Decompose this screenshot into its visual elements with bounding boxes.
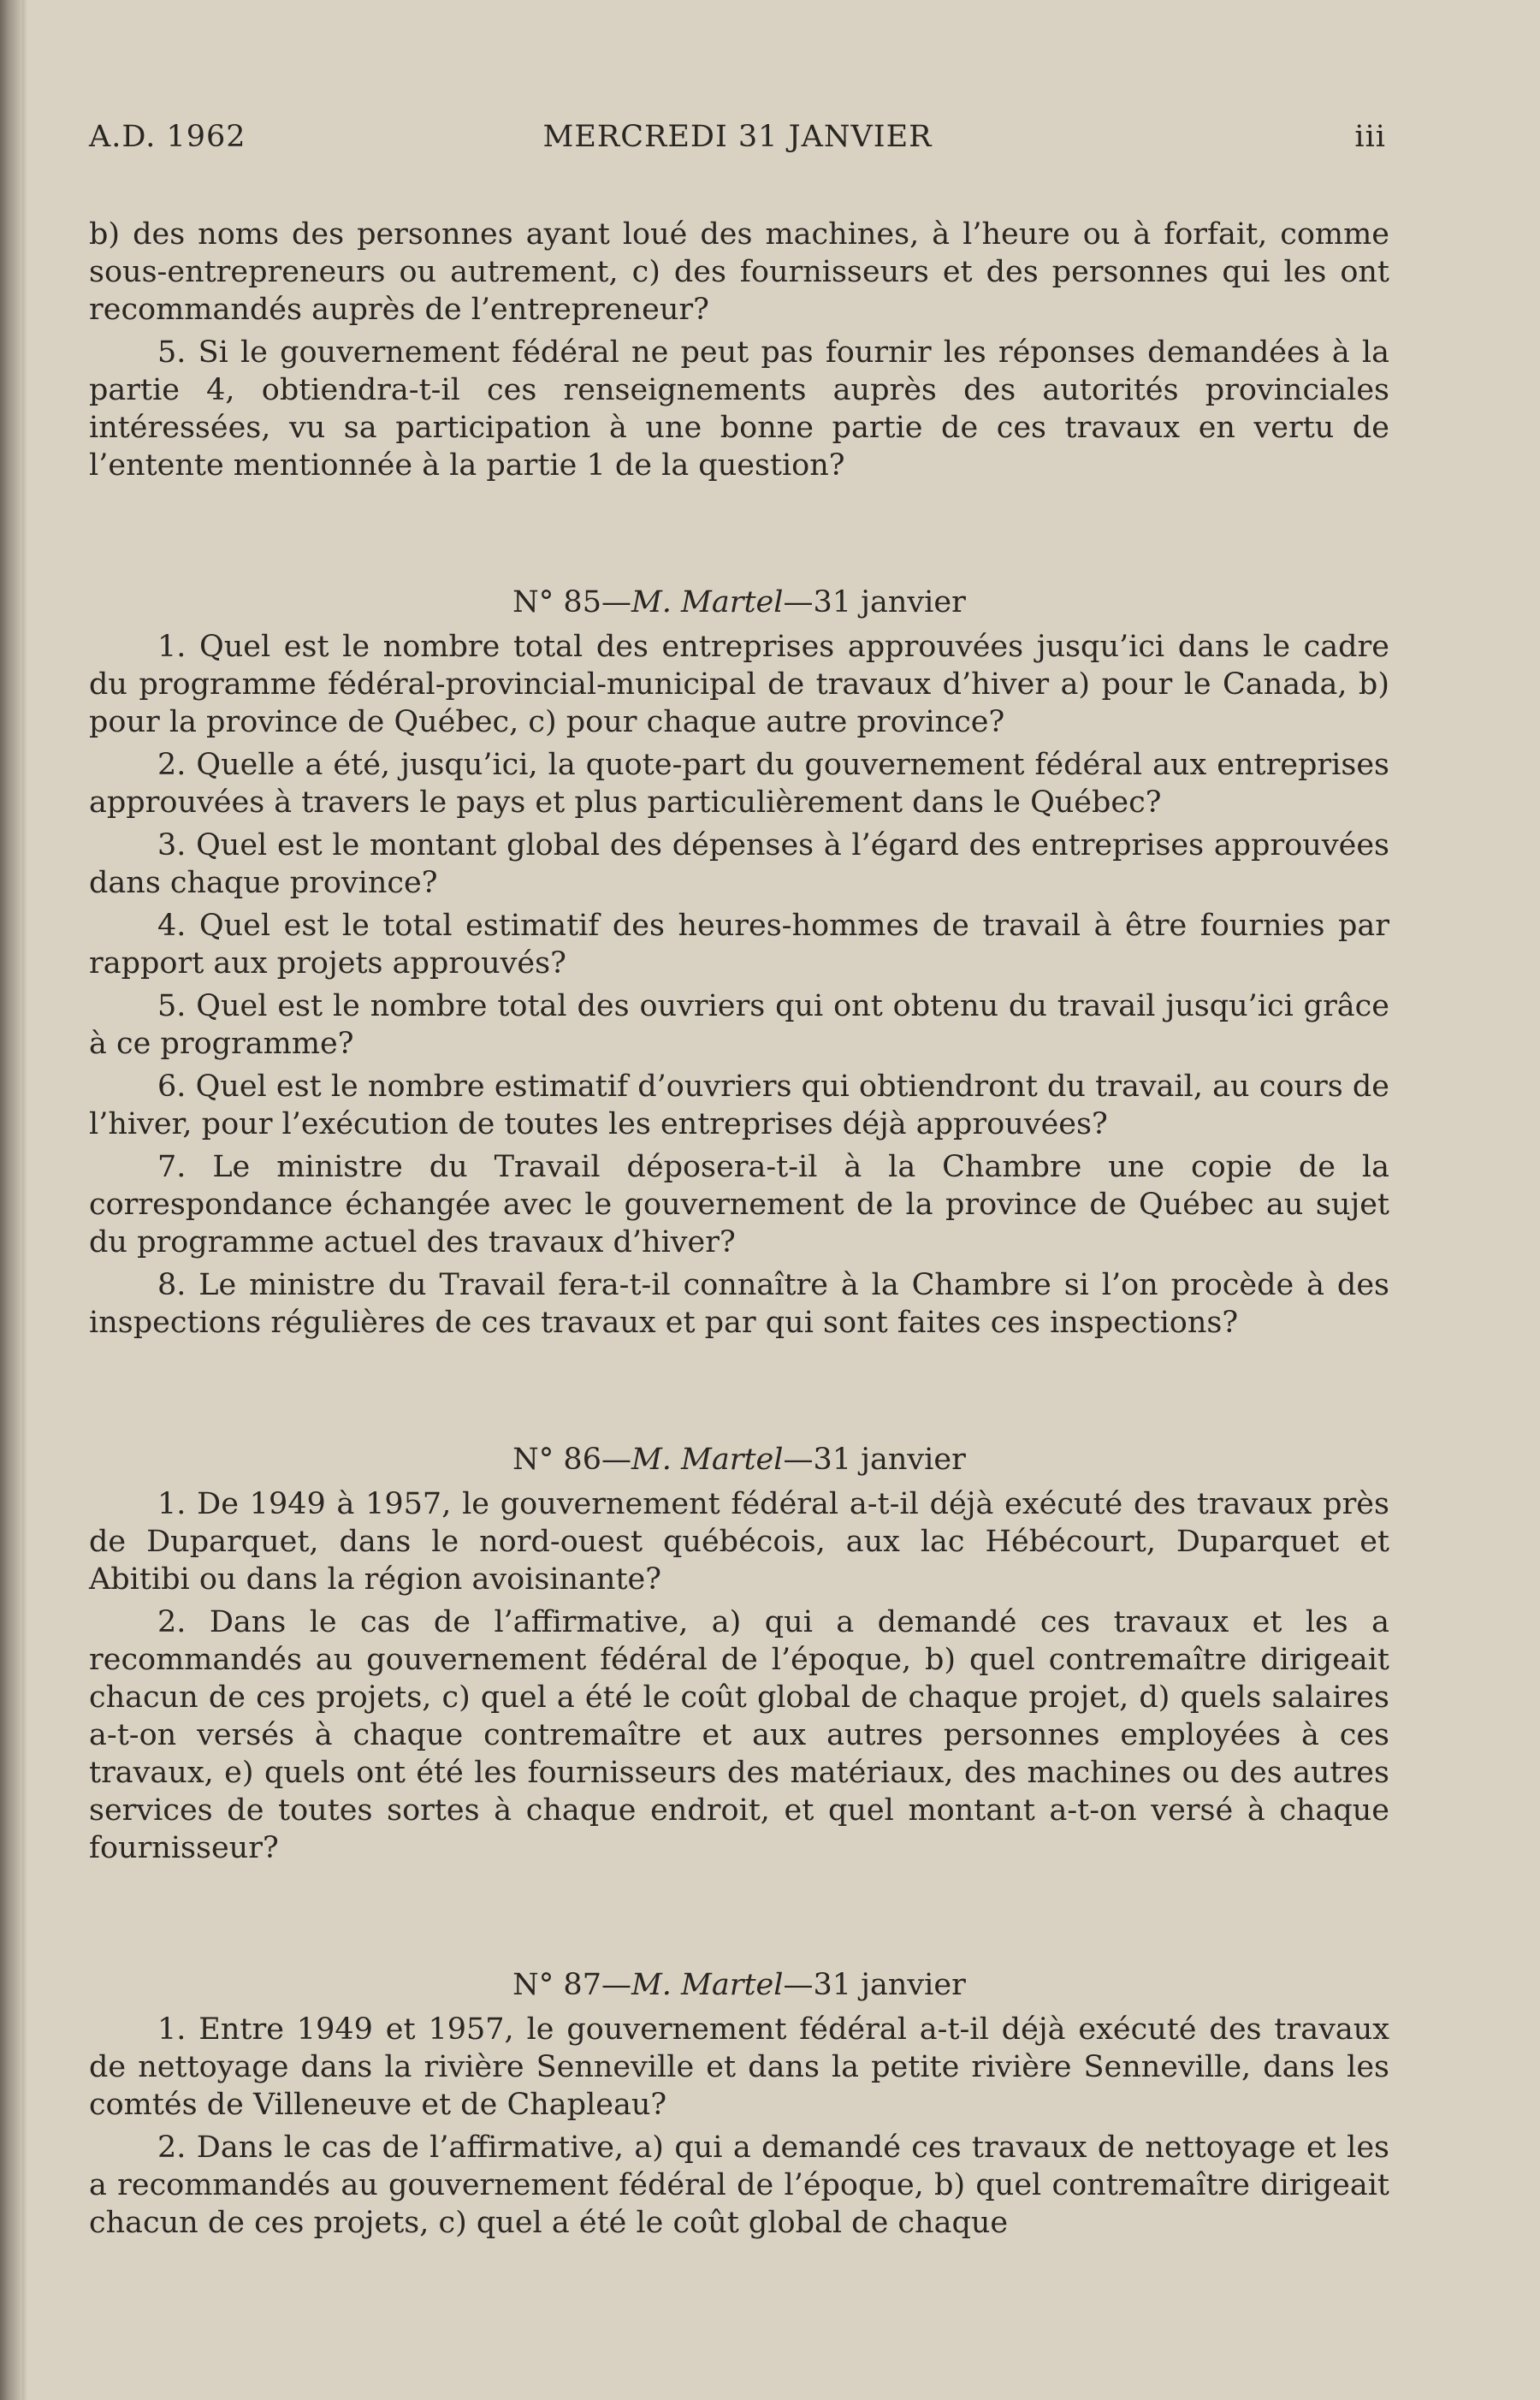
question-85-part-4: 4. Quel est le total estimatif des heures-hommes de travail à être fournies par rapport aux projets approuvés?: [89, 909, 1389, 981]
intro-paragraph-1: b) des noms des personnes ayant loué des machines, à l’heure ou à forfait, comme sous-entrepreneurs ou autrement, c) des fournisseurs et des personnes qui les ont recommandés auprès de l’entrepreneur?: [89, 217, 1389, 327]
question-86-number: N° 86—: [512, 1443, 631, 1477]
question-87-number: N° 87—: [512, 1968, 631, 2002]
header-year: A.D. 1962: [89, 120, 246, 154]
question-85-part-3: 3. Quel est le montant global des dépenses à l’égard des entreprises approuvées dans chaque province?: [89, 828, 1389, 900]
header-page-number: iii: [1354, 120, 1386, 154]
page-edge: [22, 0, 27, 2400]
question-85-part-7: 7. Le ministre du Travail déposera-t-il à la Chambre une copie de la correspondance échangée avec le gouvernement de la province de Québec au sujet du programme actuel des travaux d’hiver?: [89, 1150, 1389, 1259]
section-gap: [89, 489, 1389, 584]
question-85-part-6: 6. Quel est le nombre estimatif d’ouvriers qui obtiendront du travail, au cours de l’hiver, pour l’exécution de toutes les entreprises déjà approuvées?: [89, 1070, 1389, 1141]
header-date: MERCREDI 31 JANVIER: [542, 120, 933, 154]
book-spine-shadow: [0, 0, 22, 2400]
question-85-part-1: 1. Quel est le nombre total des entreprises approuvées jusqu’ici dans le cadre du programme fédéral-provincial-municipal de travaux d’hiver a) pour le Canada, b) pour la province de Québec, c) pour chaque autre province?: [89, 630, 1389, 739]
section-gap: [89, 1347, 1389, 1441]
question-87-part-1: 1. Entre 1949 et 1957, le gouvernement fédéral a-t-il déjà exécuté des travaux de nettoyage dans la rivière Senneville et dans la petite rivière Senneville, dans les comtés de Villeneuve et de Chapleau?: [89, 2012, 1389, 2122]
question-86-date: —31 janvier: [783, 1443, 966, 1477]
section-gap: [89, 1872, 1389, 1966]
question-85-heading: [89, 584, 1389, 621]
question-87-date: —31 janvier: [783, 1968, 966, 2002]
question-87-heading: [89, 1966, 1389, 2004]
question-85-part-5: 5. Quel est le nombre total des ouvriers qui ont obtenu du travail jusqu’ici grâce à ce programme?: [89, 989, 1389, 1061]
page-body: [89, 216, 1389, 2247]
page-header: [89, 120, 1386, 163]
question-86-part-2: 2. Dans le cas de l’affirmative, a) qui a demandé ces travaux et les a recommandés au gouvernement fédéral de l’époque, b) quel contremaître dirigeait chacun de ces projets, c) quel a été le coût global de chaque projet, d) quels salaires a-t-on versés à chaque contremaître et aux autres personnes employées à ces travaux, e) quels ont été les fournisseurs des matériaux, des machines ou des autres services de toutes sortes à chaque endroit, et quel montant a-t-on versé à chaque fournisseur?: [89, 1605, 1389, 1865]
question-85-author: M. Martel: [631, 585, 784, 619]
question-85-part-8: 8. Le ministre du Travail fera-t-il connaître à la Chambre si l’on procède à des inspections régulières de ces travaux et par qui sont faites ces inspections?: [89, 1268, 1389, 1340]
question-87-part-2: 2. Dans le cas de l’affirmative, a) qui a demandé ces travaux de nettoyage et les a recommandés au gouvernement fédéral de l’époque, b) quel contremaître dirigeait chacun de ces projets, c) quel a été le coût global de chaque: [89, 2130, 1389, 2240]
question-85-date: —31 janvier: [783, 585, 966, 619]
question-86-author: M. Martel: [631, 1443, 784, 1477]
question-85-number: N° 85—: [512, 585, 631, 619]
question-86-heading: [89, 1441, 1389, 1479]
intro-paragraph-2: 5. Si le gouvernement fédéral ne peut pas fournir les réponses demandées à la partie 4, obtiendra-t-il ces renseignements auprès des autorités provinciales intéressées, vu sa participation à une bonne partie de ces travaux en vertu de l’entente mentionnée à la partie 1 de la question?: [89, 335, 1389, 483]
question-85-part-2: 2. Quelle a été, jusqu’ici, la quote-part du gouvernement fédéral aux entreprises approuvées à travers le pays et plus particulièrement dans le Québec?: [89, 748, 1389, 820]
question-86-part-1: 1. De 1949 à 1957, le gouvernement fédéral a-t-il déjà exécuté des travaux près de Duparquet, dans le nord-ouest québécois, aux lac Hébécourt, Duparquet et Abitibi ou dans la région avoisinante?: [89, 1487, 1389, 1597]
question-87-author: M. Martel: [631, 1968, 784, 2002]
